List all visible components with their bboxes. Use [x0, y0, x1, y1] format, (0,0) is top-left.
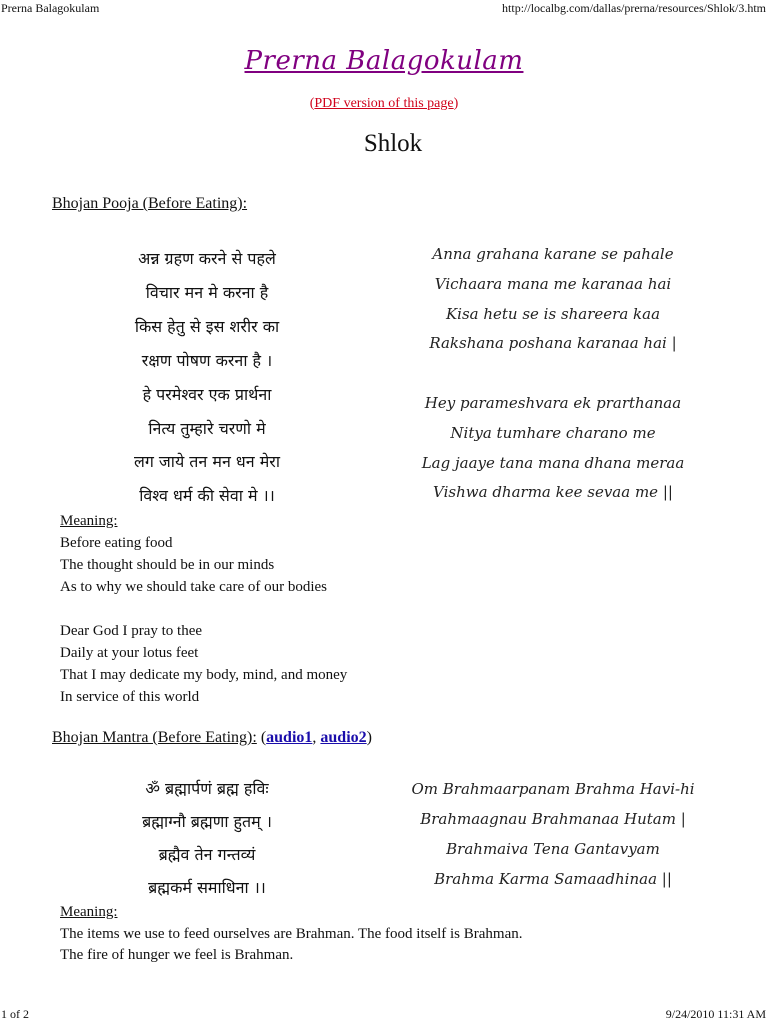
site-title: Prerna Balagokulam [244, 46, 524, 76]
section1-translit-line: Kisa hetu se is shareera kaa [445, 305, 661, 323]
section1-translit-line: Rakshana poshana karanaa hai | [429, 334, 677, 352]
section1-devanagari-line: हे परमेश्वर एक प्रार्थना [142, 385, 272, 404]
section2-heading-text: Bhojan Mantra (Before Eating): [52, 729, 257, 746]
section1-meaning-line: Daily at your lotus feet [60, 645, 199, 661]
section1-meaning-line: That I may dedicate my body, mind, and money [60, 667, 348, 683]
section2-meaning-line: The items we use to feed ourselves are Brahman. The food itself is Brahman. [60, 926, 523, 942]
page-title: Shlok [363, 130, 423, 157]
audio1-link[interactable]: audio1 [266, 729, 313, 746]
section1-devanagari-line: विश्व धर्म की सेवा मे ।। [139, 486, 275, 505]
section2-devanagari-line: ब्रह्माग्नौ ब्रह्मणा हुतम् । [142, 812, 272, 831]
section1-devanagari-line: विचार मन मे करना है [145, 283, 269, 302]
section1-devanagari-line: किस हेतु से इस शरीर का [134, 317, 280, 336]
section2-devanagari-line: ब्रह्मैव तेन गन्तव्यं [158, 845, 256, 864]
section1-meaning-line: In service of this world [60, 689, 200, 705]
section1-devanagari-line: रक्षण पोषण करना है । [141, 351, 273, 370]
pdf-version-line [0, 96, 768, 112]
section2-devanagari-line: ब्रह्मकर्म समाधिना ।। [148, 878, 266, 897]
section1-heading [52, 195, 247, 213]
section1-meaning-line: The thought should be in our minds [60, 557, 275, 573]
section1-translit-line: Hey parameshvara ek prarthanaa [424, 394, 682, 412]
print-header-url: http://localbg.com/dallas/prerna/resources/Shlok/3.htm [502, 1, 766, 15]
section1-devanagari-line: अन्न ग्रहण करने से पहले [138, 249, 276, 268]
section1-translit-line: Vichaara mana me karanaa hai [434, 275, 672, 293]
print-footer-date: 9/24/2010 11:31 AM [665, 1007, 766, 1021]
section1-devanagari-line: नित्य तुम्हारे चरणो मे [148, 419, 266, 438]
section2-translit-line: Brahma Karma Samaadhinaa || [434, 870, 672, 888]
section1-translit-line: Anna grahana karane se pahale [432, 245, 674, 263]
section1-translit-line: Vishwa dharma kee sevaa me || [433, 483, 673, 501]
audio2-link[interactable]: audio2 [320, 729, 367, 746]
pdf-close-paren: ) [453, 96, 459, 111]
section1-meaning-line: Dear God I pray to thee [60, 623, 203, 639]
print-footer-page: 1 of 2 [1, 1007, 29, 1021]
section1-meaning-label: Meaning: [60, 513, 118, 529]
section1-translit-line: Lag jaaye tana mana dhana meraa [421, 454, 685, 472]
section1-meaning-line: As to why we should take care of our bodies [60, 579, 328, 595]
section2-translit-line: Om Brahmaarpanam Brahma Havi-hi [411, 780, 695, 798]
section1-translit-line: Nitya tumhare charano me [450, 424, 656, 442]
section1-meaning-line: Before eating food [60, 535, 173, 551]
pdf-version-link[interactable]: PDF version of this page [314, 96, 454, 111]
section2-heading [52, 729, 372, 747]
pdf-open-paren: ( [309, 96, 315, 111]
section2-translit-line: Brahmaiva Tena Gantavyam [446, 840, 660, 858]
section2-translit-line: Brahmaagnau Brahmanaa Hutam | [420, 810, 686, 828]
print-header-title: Prerna Balagokulam [1, 1, 100, 15]
section2-meaning-line: The fire of hunger we feel is Brahman. [60, 947, 294, 963]
section1-heading-text: Bhojan Pooja (Before Eating): [52, 195, 248, 212]
section2-audio-open: ( [260, 729, 267, 746]
section2-meaning-label: Meaning: [60, 904, 118, 920]
section2-audio-sep: , [312, 729, 321, 746]
section2-audio-close: ) [366, 729, 372, 746]
section2-devanagari-line: ॐ ब्रह्मार्पणं ब्रह्म हविः [145, 779, 269, 798]
section1-devanagari-line: लग जाये तन मन धन मेरा [133, 452, 280, 471]
